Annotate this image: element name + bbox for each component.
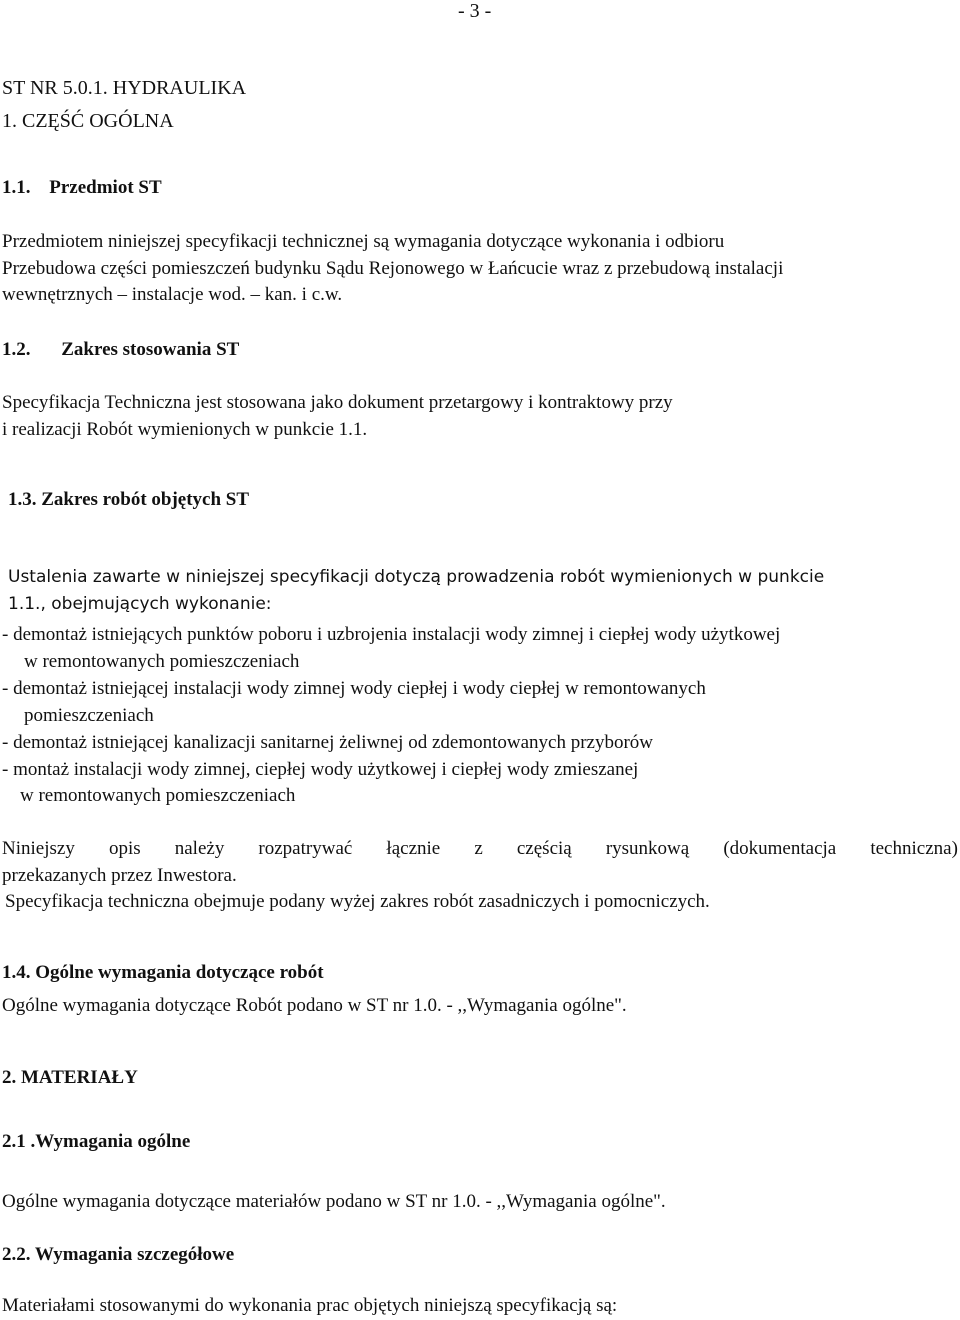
list-item: - demontaż istniejącej instalacji wody zimnej wody ciepłej i wody ciepłej w remontowanych <box>2 678 706 699</box>
section-title: Przedmiot ST <box>49 177 162 198</box>
word: z <box>474 838 483 859</box>
list-item-continuation: pomieszczeniach <box>24 705 154 726</box>
paragraph-line: wewnętrznych – instalacje wod. – kan. i c.w. <box>2 284 343 305</box>
word: należy <box>174 838 225 859</box>
section-number: 1.1. <box>2 177 31 198</box>
section-2-1-heading: 2.1 .Wymagania ogólne <box>2 1131 191 1152</box>
word: Niniejszy <box>2 838 75 859</box>
section-title: Zakres stosowania ST <box>61 339 240 360</box>
list-item: - demontaż istniejących punktów poboru i uzbrojenia instalacji wody zimnej i ciepłej wody użytkowej <box>2 624 781 645</box>
list-item-continuation: w remontowanych pomieszczeniach <box>20 785 296 806</box>
section-2-2-heading: 2.2. Wymagania szczegółowe <box>2 1244 235 1265</box>
paragraph-line: przekazanych przez Inwestora. <box>2 865 237 886</box>
list-item-continuation: w remontowanych pomieszczeniach <box>24 651 300 672</box>
word: rysunkową <box>605 838 690 859</box>
word: techniczna) <box>870 838 958 859</box>
list-item: - montaż instalacji wody zimnej, ciepłej wody użytkowej i ciepłej wody zmieszanej <box>2 759 639 780</box>
paragraph-line: Ogólne wymagania dotyczące materiałów podano w ST nr 1.0. - ,,Wymagania ogólne". <box>2 1191 666 1212</box>
paragraph-line: Ogólne wymagania dotyczące Robót podano w ST nr 1.0. - ,,Wymagania ogólne". <box>2 995 627 1016</box>
word: (dokumentacja <box>723 838 837 859</box>
paragraph-line: 1.1., obejmujących wykonanie: <box>8 594 272 614</box>
page-number: - 3 - <box>458 0 492 22</box>
section-1-3-heading: 1.3. Zakres robót objętych ST <box>8 489 250 510</box>
section-1-1-heading <box>2 176 162 200</box>
paragraph-line: Ustalenia zawarte w niniejszej specyfikacji dotyczą prowadzenia robót wymienionych w punkcie <box>8 567 825 587</box>
section-number: 1.2. <box>2 339 31 360</box>
document-title: ST NR 5.0.1. HYDRAULIKA <box>2 77 247 99</box>
paragraph-line: Przebudowa części pomieszczeń budynku Sądu Rejonowego w Łańcucie wraz z przebudową instalacji <box>2 258 784 279</box>
paragraph-line: i realizacji Robót wymienionych w punkcie 1.1. <box>2 419 368 440</box>
word: opis <box>108 838 141 859</box>
section-2-heading: 2. MATERIAŁY <box>2 1067 138 1088</box>
paragraph-line: Specyfikacja Techniczna jest stosowana jako dokument przetargowy i kontraktowy przy <box>2 392 673 413</box>
section-1-4-heading: 1.4. Ogólne wymagania dotyczące robót <box>2 962 324 983</box>
paragraph-line: Materiałami stosowanymi do wykonania prac objętych niniejszą specyfikacją są: <box>2 1295 618 1316</box>
note-line-justified <box>2 837 958 861</box>
word: częścią <box>516 838 572 859</box>
word: rozpatrywać <box>258 838 353 859</box>
word: łącznie <box>386 838 441 859</box>
list-item: - demontaż istniejącej kanalizacji sanitarnej żeliwnej od zdemontowanych przyborów <box>2 732 654 753</box>
section-1-2-heading <box>2 338 239 362</box>
paragraph-line: Specyfikacja techniczna obejmuje podany wyżej zakres robót zasadniczych i pomocniczych. <box>5 891 710 912</box>
part-title: 1. CZĘŚĆ OGÓLNA <box>2 110 174 132</box>
paragraph-line: Przedmiotem niniejszej specyfikacji technicznej są wymagania dotyczące wykonania i odbioru <box>2 231 725 252</box>
